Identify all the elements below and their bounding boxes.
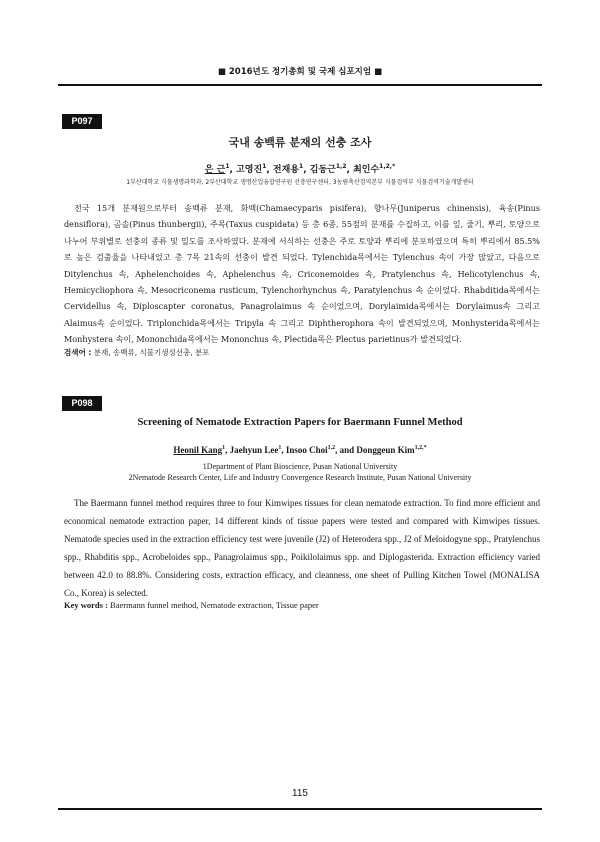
author-name: Insoo Choi [285, 445, 328, 455]
abstract-title: 국내 송백류 분재의 선충 조사 [228, 136, 372, 149]
author-name: Jaehyun Lee [229, 445, 279, 455]
author-affiliation-mark: 1 [222, 445, 226, 451]
author-name: 은 근 [204, 165, 226, 175]
running-header: ■ 2016년도 정기총회 및 국제 심포지엄 ■ [58, 62, 542, 86]
keywords-label: 검색어 : [64, 348, 92, 357]
author-affiliation-mark: 1 [262, 163, 267, 170]
affiliation-2: 2Nematode Research Center, Life and Industry Convergence Research Institute, Pusan National University [128, 473, 472, 482]
page-number: 115 [292, 788, 308, 799]
author-affiliation-mark: 1,2 [327, 445, 336, 451]
keywords [64, 600, 540, 610]
author-affiliation-mark: 1 [278, 445, 282, 451]
abstract-body: 전국 15개 분재원으로부터 송백류 분재, 화백(Chamaecyparis pisifera), 향나무(Juniperus chinensis), 육송(Pinus densiflora), 곰솔(Pinus thunbergii), 주목(Taxus cuspidata) 등 총 6종, 55점의 분재를 수집하고, 이를 잎, 줄기, 뿌리, 토양으로 나누어 부위별로 선충의 종류 및 밀도를 조사하였다. 분재에 서식하는 선충은 주로 토양과 뿌리에 분포하였으며 특히 뿌리에서 85.5%로 높은 검출율을 나타내었고 총 7목 21속의 선충이 발견 되었다. Tylenchida목에서는 Tylenchus 속이 가장 많았고, 다음으로 Ditylenchus 속, Aphelenchoides 속, Aphelenchus 속, Criconemoides 속, Pratylenchus 속, Helicotylenchus 속, Hemicycliophora 속, Mesocriconema rusticum, Tylenchorhynchus 속, Paratylenchus 속 순이었다. Rhabditida목에서는 Cervidellus 속, Diploscapter coronatus, Panagrolaimus 속 순이었으며, Dorylaimida목에서는 Dorylaimus속 그리고 Alaimus속 순이었다. Triplonchida목에서는 Tripyla 속 그리고 Diphtherophora 속이 발견되었으며, Monhysterida목에서는 Monhystera 속이, Mononchida목에서는 Mononchus 속, Plectida목은 Plectus parietinus가 발견되었다. [64, 203, 540, 345]
abstract-id-badge: P098 [62, 396, 102, 411]
abstract-id-badge: P097 [62, 114, 102, 129]
author-affiliation-mark: 1,2 [335, 163, 347, 170]
author-name: 최인수 [353, 165, 380, 175]
keywords-text: Baermann funnel method, Nematode extraction, Tissue paper [110, 600, 319, 610]
abstract-title: Screening of Nematode Extraction Papers for Baermann Funnel Method [137, 417, 463, 428]
author-list: 은 근$^1$, 고영진$^1$, 전재용$^1$, 김동근$^{1,2}$, 최인수$^{1,2,*}$ [204, 163, 396, 175]
author-name: Donggeun Kim [356, 445, 415, 455]
author-affiliation-mark: 1 [225, 163, 230, 170]
keywords [64, 347, 540, 358]
author-list: Heonil Kang$^1$, Jaehyun Lee$^1$, Insoo Choi$^{1,2}$, and Donggeun Kim$^{1,2,*}$ [173, 445, 427, 455]
keywords-text: 분재, 송백류, 식물기생성선충, 분포 [93, 348, 210, 357]
footer-rule [58, 808, 542, 810]
affiliations: 1부산대학교 식물생명과학과, 2부산대학교 생명산업융합연구원 선충연구센터, 3농림축산검역본부 식물검역부 식물검역기술개발센터 [126, 179, 474, 186]
author-name: 고영진 [236, 165, 263, 175]
author-name: 김동근 [309, 165, 336, 175]
author-affiliation-mark: 1,2,* [414, 445, 427, 451]
author-name: Heonil Kang [173, 445, 223, 455]
keywords-label: Key words : [64, 600, 108, 610]
author-name: 전재용 [272, 165, 300, 175]
abstract-body: The Baermann funnel method requires three to four Kimwipes tissues for clean nematode extraction. To find more efficient and economical nematode extraction paper, 14 different kinds of tissue papers were tested and compared with Kimwipes tissues. Nematode species used in the extraction efficiency test were juvenile (J2) of Heterodera spp., J2 of Meloidogyne spp., Pratylenchus spp., Rhabditis spp., Acrobeloides spp., Panagrolaimus spp., Poikilolaimus spp. and Diplogasterida. Extraction efficiency varied between 42.0 to 88.8%. Considering costs, extraction efficacy, and cleanness, one sheet of Pulling Kitchen Towel (MONALISA Co., Korea) is selected. [64, 498, 540, 598]
author-affiliation-mark: 1 [299, 163, 304, 170]
author-affiliation-mark: 1,2,* [379, 163, 396, 170]
affiliation-1: 1Department of Plant Bioscience, Pusan National University [202, 462, 398, 471]
